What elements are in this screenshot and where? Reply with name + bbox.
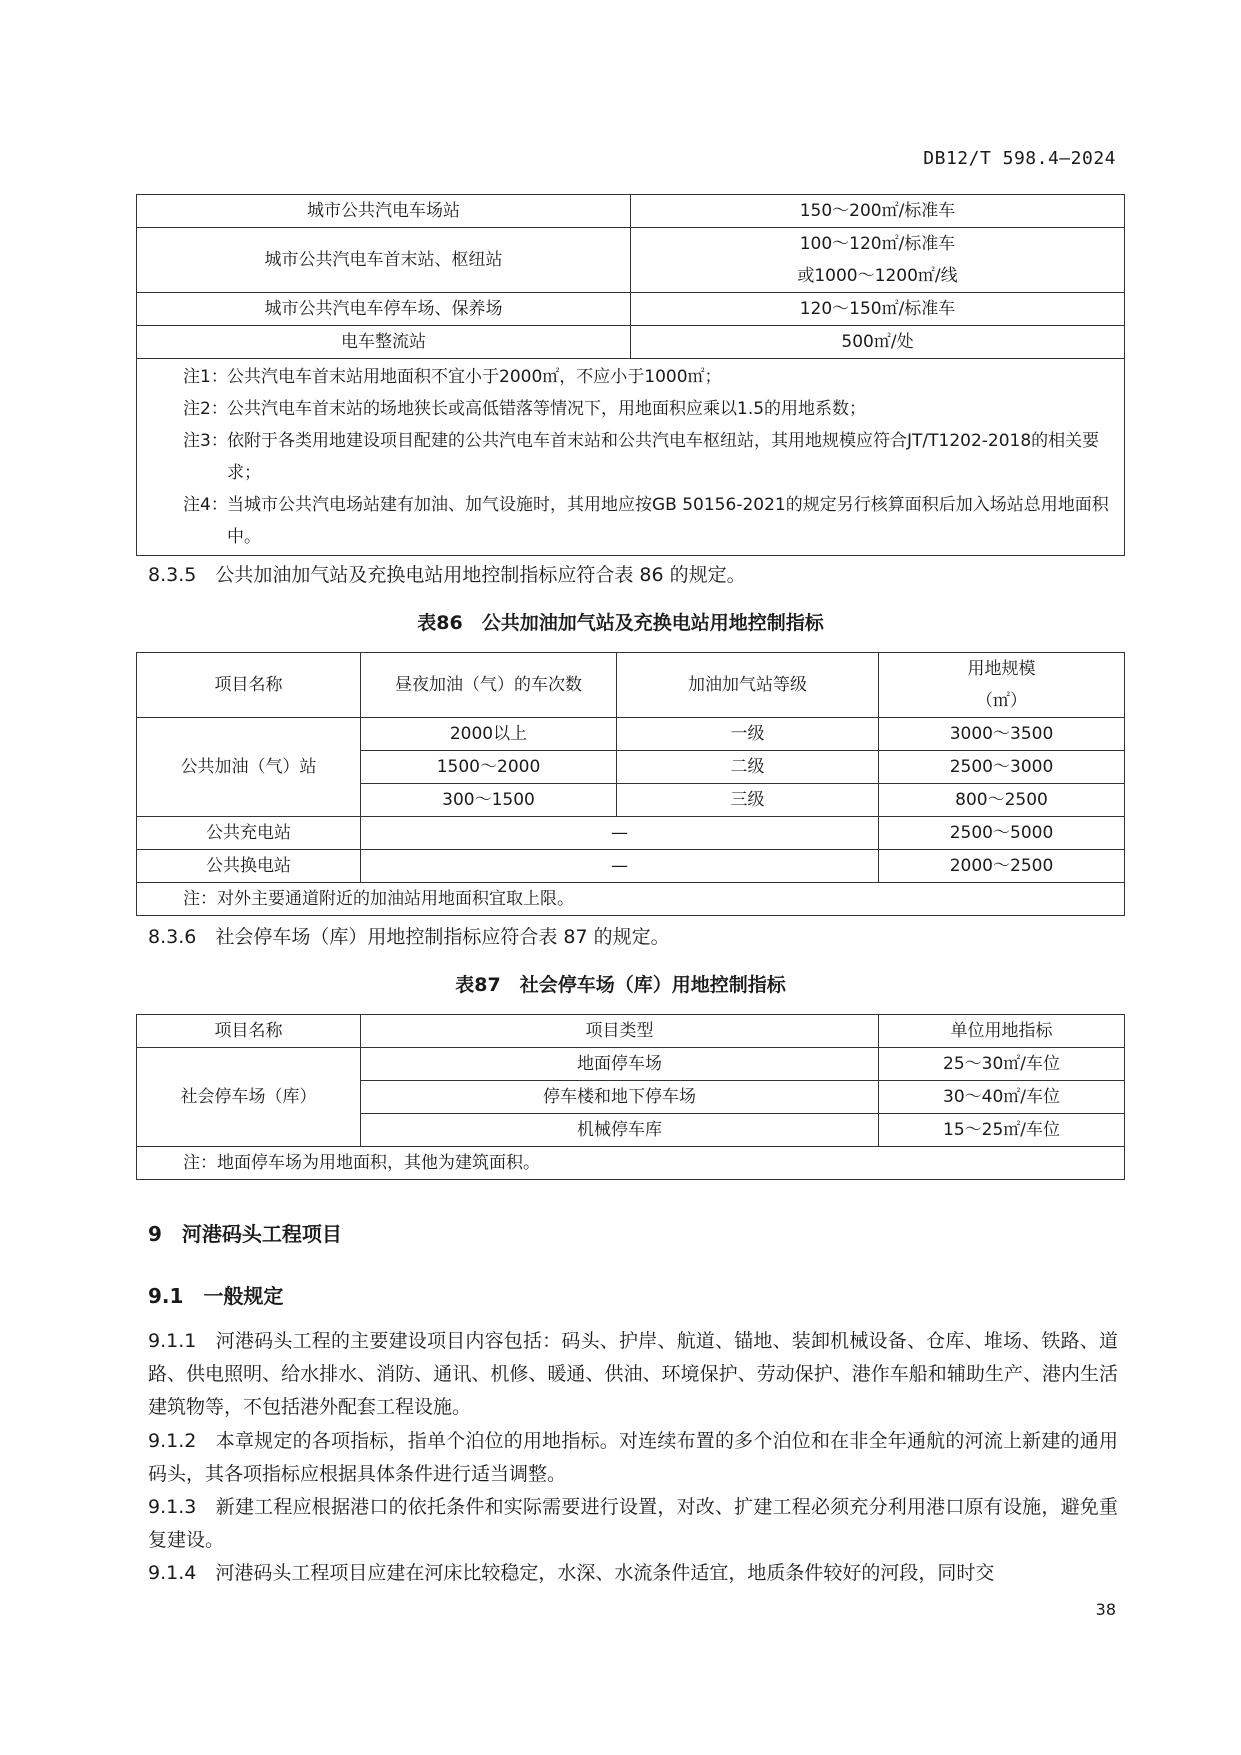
table-cell: 3000～3500: [879, 718, 1125, 751]
section-number: 9: [148, 1222, 162, 1246]
table-cell: 500㎡/处: [631, 326, 1125, 359]
table-row: [137, 850, 1125, 883]
table-cell: 城市公共汽电车首末站、枢纽站: [137, 228, 631, 293]
table-cell: 1500～2000: [361, 751, 617, 784]
clause-9-1-2: [148, 1425, 1118, 1491]
clause-9-1-3: [148, 1491, 1118, 1557]
table-cell: 二级: [617, 751, 879, 784]
note-item: [183, 489, 1114, 553]
section-number: 9.1: [148, 1284, 184, 1308]
table87: [136, 1014, 1125, 1180]
header-line: 用地规模: [967, 659, 1036, 679]
clause-number: 9.1.3: [148, 1496, 197, 1518]
clause-number: 8.3.5: [148, 564, 197, 586]
note-label: 注4：: [183, 495, 228, 515]
notes-row: [137, 359, 1125, 556]
header-cell: [879, 653, 1125, 718]
table-note: 注：对外主要通道附近的加油站用地面积宜取上限。: [137, 883, 1125, 916]
clause-text: 公共加油加气站及充换电站用地控制指标应符合表 86 的规定。: [215, 564, 746, 586]
table87-caption: 表87 社会停车场（库）用地控制指标: [455, 974, 786, 996]
header-cell: 单位用地指标: [879, 1015, 1125, 1048]
table-row: [137, 326, 1125, 359]
table-note: 注：地面停车场为用地面积，其他为建筑面积。: [137, 1147, 1125, 1180]
table-cell: 30～40㎡/车位: [879, 1081, 1125, 1114]
header-cell: 项目名称: [137, 1015, 361, 1048]
header-cell: 项目类型: [361, 1015, 879, 1048]
note-label: 注1：: [183, 367, 228, 387]
table-row: [137, 195, 1125, 228]
section-title: 河港码头工程项目: [181, 1222, 342, 1246]
bus-facility-table: [136, 194, 1125, 556]
table-cell: 公共换电站: [137, 850, 361, 883]
table-header-row: [137, 653, 1125, 718]
group-cell: 社会停车场（库）: [137, 1048, 361, 1147]
table-row: [137, 817, 1125, 850]
clause-text: 河港码头工程项目应建在河床比较稳定，水深、水流条件适宜，地质条件较好的河段，同时交: [215, 1562, 995, 1584]
section-9-1-heading: [148, 1280, 283, 1309]
note-row: [137, 1147, 1125, 1180]
note-label: 注2：: [183, 399, 228, 419]
table-cell: 2000～2500: [879, 850, 1125, 883]
table-cell: 25～30㎡/车位: [879, 1048, 1125, 1081]
table-row: [137, 1048, 1125, 1081]
note-item: [183, 425, 1114, 489]
table-cell: 电车整流站: [137, 326, 631, 359]
table-row: [137, 228, 1125, 293]
table-header-row: [137, 1015, 1125, 1048]
note-row: [137, 883, 1125, 916]
header-cell: 昼夜加油（气）的车次数: [361, 653, 617, 718]
table-cell: 300～1500: [361, 784, 617, 817]
table-cell: 15～25㎡/车位: [879, 1114, 1125, 1147]
note-item: [183, 361, 1114, 393]
note-text: 当城市公共汽电场站建有加油、加气设施时，其用地应按GB 50156-2021的规定另行核算面积后加入场站总用地面积中。: [227, 495, 1109, 547]
table-cell: 2000以上: [361, 718, 617, 751]
clause-text: 社会停车场（库）用地控制指标应符合表 87 的规定。: [215, 926, 670, 948]
table-cell: 停车楼和地下停车场: [361, 1081, 879, 1114]
table86: [136, 652, 1125, 916]
table-cell: 城市公共汽电车场站: [137, 195, 631, 228]
clause-9-1-1: [148, 1325, 1118, 1424]
header-cell: 项目名称: [137, 653, 361, 718]
table-row: [137, 293, 1125, 326]
section-title: 一般规定: [203, 1284, 284, 1308]
clause-number: 9.1.1: [148, 1330, 197, 1352]
table-row: [137, 718, 1125, 751]
note-text: 公共汽电车首末站用地面积不宜小于2000㎡，不应小于1000㎡；: [227, 367, 722, 387]
clause-9-1-4: [148, 1557, 1118, 1590]
clause-number: 9.1.4: [148, 1562, 197, 1584]
note-text: 依附于各类用地建设项目配建的公共汽电车首末站和公共汽电车枢纽站，其用地规模应符合JT/T1202-2018的相关要求；: [227, 431, 1100, 483]
clause-8-3-6: [148, 922, 670, 949]
table-cell: —: [361, 850, 879, 883]
clause-8-3-5: [148, 560, 746, 587]
table-cell: 150～200㎡/标准车: [631, 195, 1125, 228]
table-cell: —: [361, 817, 879, 850]
document-id: DB12/T 598.4—2024: [923, 148, 1116, 169]
table-cell: 三级: [617, 784, 879, 817]
clause-text: 新建工程应根据港口的依托条件和实际需要进行设置，对改、扩建工程必须充分利用港口原有设施，避免重复建设。: [148, 1496, 1118, 1551]
table-cell: 2500～3000: [879, 751, 1125, 784]
clause-number: 8.3.6: [148, 926, 197, 948]
cell-line: 100～120㎡/标准车: [799, 234, 956, 254]
clause-text: 河港码头工程的主要建设项目内容包括：码头、护岸、航道、锚地、装卸机械设备、仓库、堆场、铁路、道路、供电照明、给水排水、消防、通讯、机修、暖通、供油、环境保护、劳动保护、港作车船和辅助生产、港内生活建筑物等，不包括港外配套工程设施。: [148, 1330, 1118, 1418]
table-cell: 公共充电站: [137, 817, 361, 850]
table-cell: 一级: [617, 718, 879, 751]
table-cell: 120～150㎡/标准车: [631, 293, 1125, 326]
header-cell: 加油加气站等级: [617, 653, 879, 718]
clause-number: 9.1.2: [148, 1430, 197, 1452]
section-9-heading: [148, 1218, 342, 1247]
note-label: 注3：: [183, 431, 228, 451]
header-line: （㎡）: [976, 691, 1027, 711]
page-number: 38: [1095, 1600, 1116, 1619]
note-text: 公共汽电车首末站的场地狭长或高低错落等情况下，用地面积应乘以1.5的用地系数；: [227, 399, 867, 419]
table-cell: 地面停车场: [361, 1048, 879, 1081]
group-cell: 公共加油（气）站: [137, 718, 361, 817]
clause-text: 本章规定的各项指标，指单个泊位的用地指标。对连续布置的多个泊位和在非全年通航的河流上新建的通用码头，其各项指标应根据具体条件进行适当调整。: [148, 1430, 1118, 1485]
table-cell: [631, 228, 1125, 293]
note-item: [183, 393, 1114, 425]
cell-line: 或1000～1200㎡/线: [797, 266, 958, 286]
table-cell: 2500～5000: [879, 817, 1125, 850]
table86-caption: 表86 公共加油加气站及充换电站用地控制指标: [417, 612, 824, 634]
notes-cell: [137, 359, 1125, 556]
table-cell: 800～2500: [879, 784, 1125, 817]
table-cell: 城市公共汽电车停车场、保养场: [137, 293, 631, 326]
table-cell: 机械停车库: [361, 1114, 879, 1147]
